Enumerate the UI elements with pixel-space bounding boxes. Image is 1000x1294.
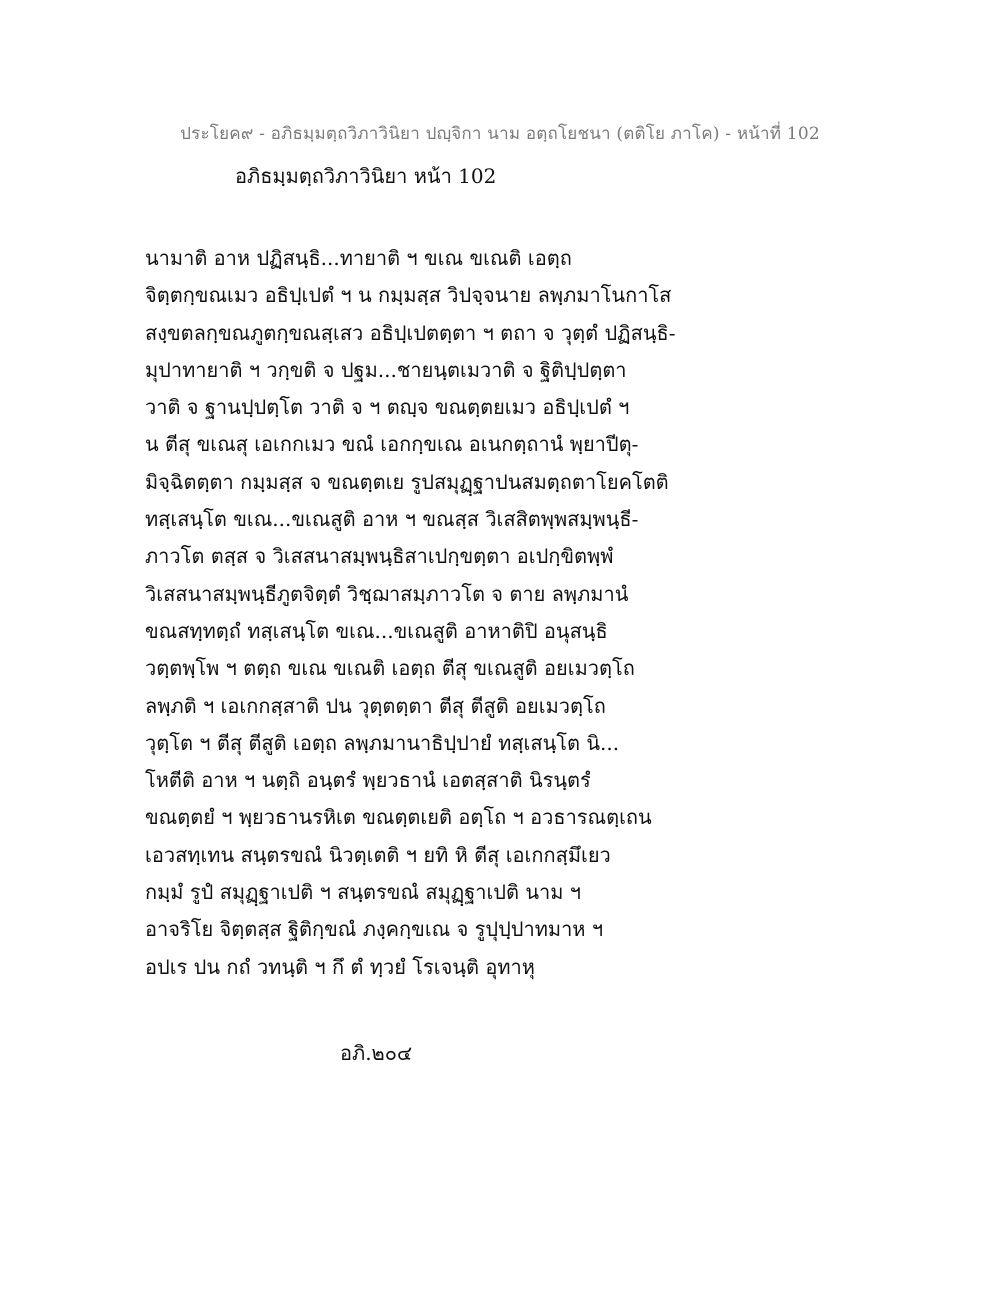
text-line: อาจริโย จิตฺตสฺส ฐิติกฺขณํ ภงฺคกฺขเณ จ รูปุปฺปาทมาห ฯ: [145, 917, 604, 942]
text-line: วตฺตพฺโพ ฯ ตตฺถ ขเณ ขเณติ เอตฺถ ตีสุ ขเณสูติ อยเมวตฺโถ: [145, 656, 635, 681]
text-line: ขณตฺตยํ ฯ พฺยวธานรหิเต ขณตฺตเยติ อตฺโถ ฯ อวธารณตฺเถน: [145, 805, 652, 830]
text-line: น ตีสุ ขเณสุ เอเกกเมว ขณํ เอกกฺขเณ อเนกตฺถานํ พฺยาปีตุ-: [145, 432, 639, 457]
text-line: กมฺมํ รูปํ สมุฏฺฐาเปติ ฯ สนฺตรขณํ สมุฏฺฐาเปติ นาม ฯ: [145, 880, 582, 905]
text-line: โหตีติ อาห ฯ นตฺถิ อนฺตรํ พฺยวธานํ เอตสฺสาติ นิรนฺตรํ: [145, 768, 591, 793]
text-line: วิเสสนาสมฺพนฺธีภูตจิตฺตํ วิชฺฌาสมฺภาวโต จ ตาย ลพฺภมานํ: [145, 581, 629, 606]
text-line: ลพฺภติ ฯ เอเกกสฺสาติ ปน วุตฺตตฺตา ตีสุ ตีสูติ อยเมวตฺโถ: [145, 693, 606, 718]
text-line: มุปาทายาติ ฯ วกฺขติ จ ปฐม...ชายนฺตเมวาติ จ ฐิติปฺปตฺตา: [145, 357, 627, 382]
text-line: วุตฺโต ฯ ตีสุ ตีสูติ เอตฺถ ลพฺภมานาธิปฺปายํ ทสฺเสนฺโต นิ...: [145, 730, 620, 755]
page-title: อภิธมฺมตฺถวิภาวินิยา หน้า 102: [235, 164, 497, 188]
text-line: เอวสทฺเทน สนฺตรขณํ นิวตฺเตติ ฯ ยทิ หิ ตีสุ เอเกกสฺมึเยว: [145, 842, 611, 867]
body-text: [145, 240, 865, 986]
text-line: มิจฺฉิตตฺตา กมฺมสฺส จ ขณตฺตเย รูปสมุฏฺฐาปนสมตฺถตาโยคโตติ: [145, 469, 669, 494]
running-header: ประโยค๙ - อภิธมฺมตฺถวิภาวินิยา ปญฺจิกา นาม อตฺถโยชนา (ตติโย ภาโค) - หน้าที่ 102: [180, 124, 820, 144]
text-line: นามาติ อาห ปฏิสนฺธิ...ทายาติ ฯ ขเณ ขเณติ เอตฺถ: [145, 246, 572, 270]
text-line: ขณสทฺทตฺถํ ทสฺเสนฺโต ขเณ...ขเณสูติ อาหาติปิ อนุสนฺธิ: [145, 618, 608, 643]
text-line: วาติ จ ฐานปฺปตฺโต วาติ จ ฯ ตญฺจ ขณตฺตยเมว อธิปฺเปตํ ฯ: [145, 395, 630, 420]
page-footer: อภิ.๒๐๔: [340, 1041, 413, 1065]
text-line: จิตฺตกฺขณเมว อธิปฺเปตํ ฯ น กมฺมสฺส วิปจฺจนาย ลพฺภมาโนกาโส: [145, 283, 672, 308]
text-line: อปเร ปน กถํ วทนฺติ ฯ กึ ตํ ทฺวยํ โรเจนฺติ อุทาหุ: [145, 954, 535, 979]
text-line: ทสฺเสนฺโต ขเณ...ขเณสูติ อาห ฯ ขณสฺส วิเสสิตพฺพสมฺพนฺธี-: [145, 507, 639, 532]
text-line: สงฺขตลกฺขณภูตกฺขณสฺเสว อธิปฺเปตตฺตา ฯ ตถา จ วุตฺตํ ปฏิสนฺธิ-: [145, 320, 676, 345]
text-line: ภาวโต ตสฺส จ วิเสสนาสมฺพนฺธิสาเปกฺขตฺตา อเปกฺขิตพฺพํ: [145, 544, 614, 569]
